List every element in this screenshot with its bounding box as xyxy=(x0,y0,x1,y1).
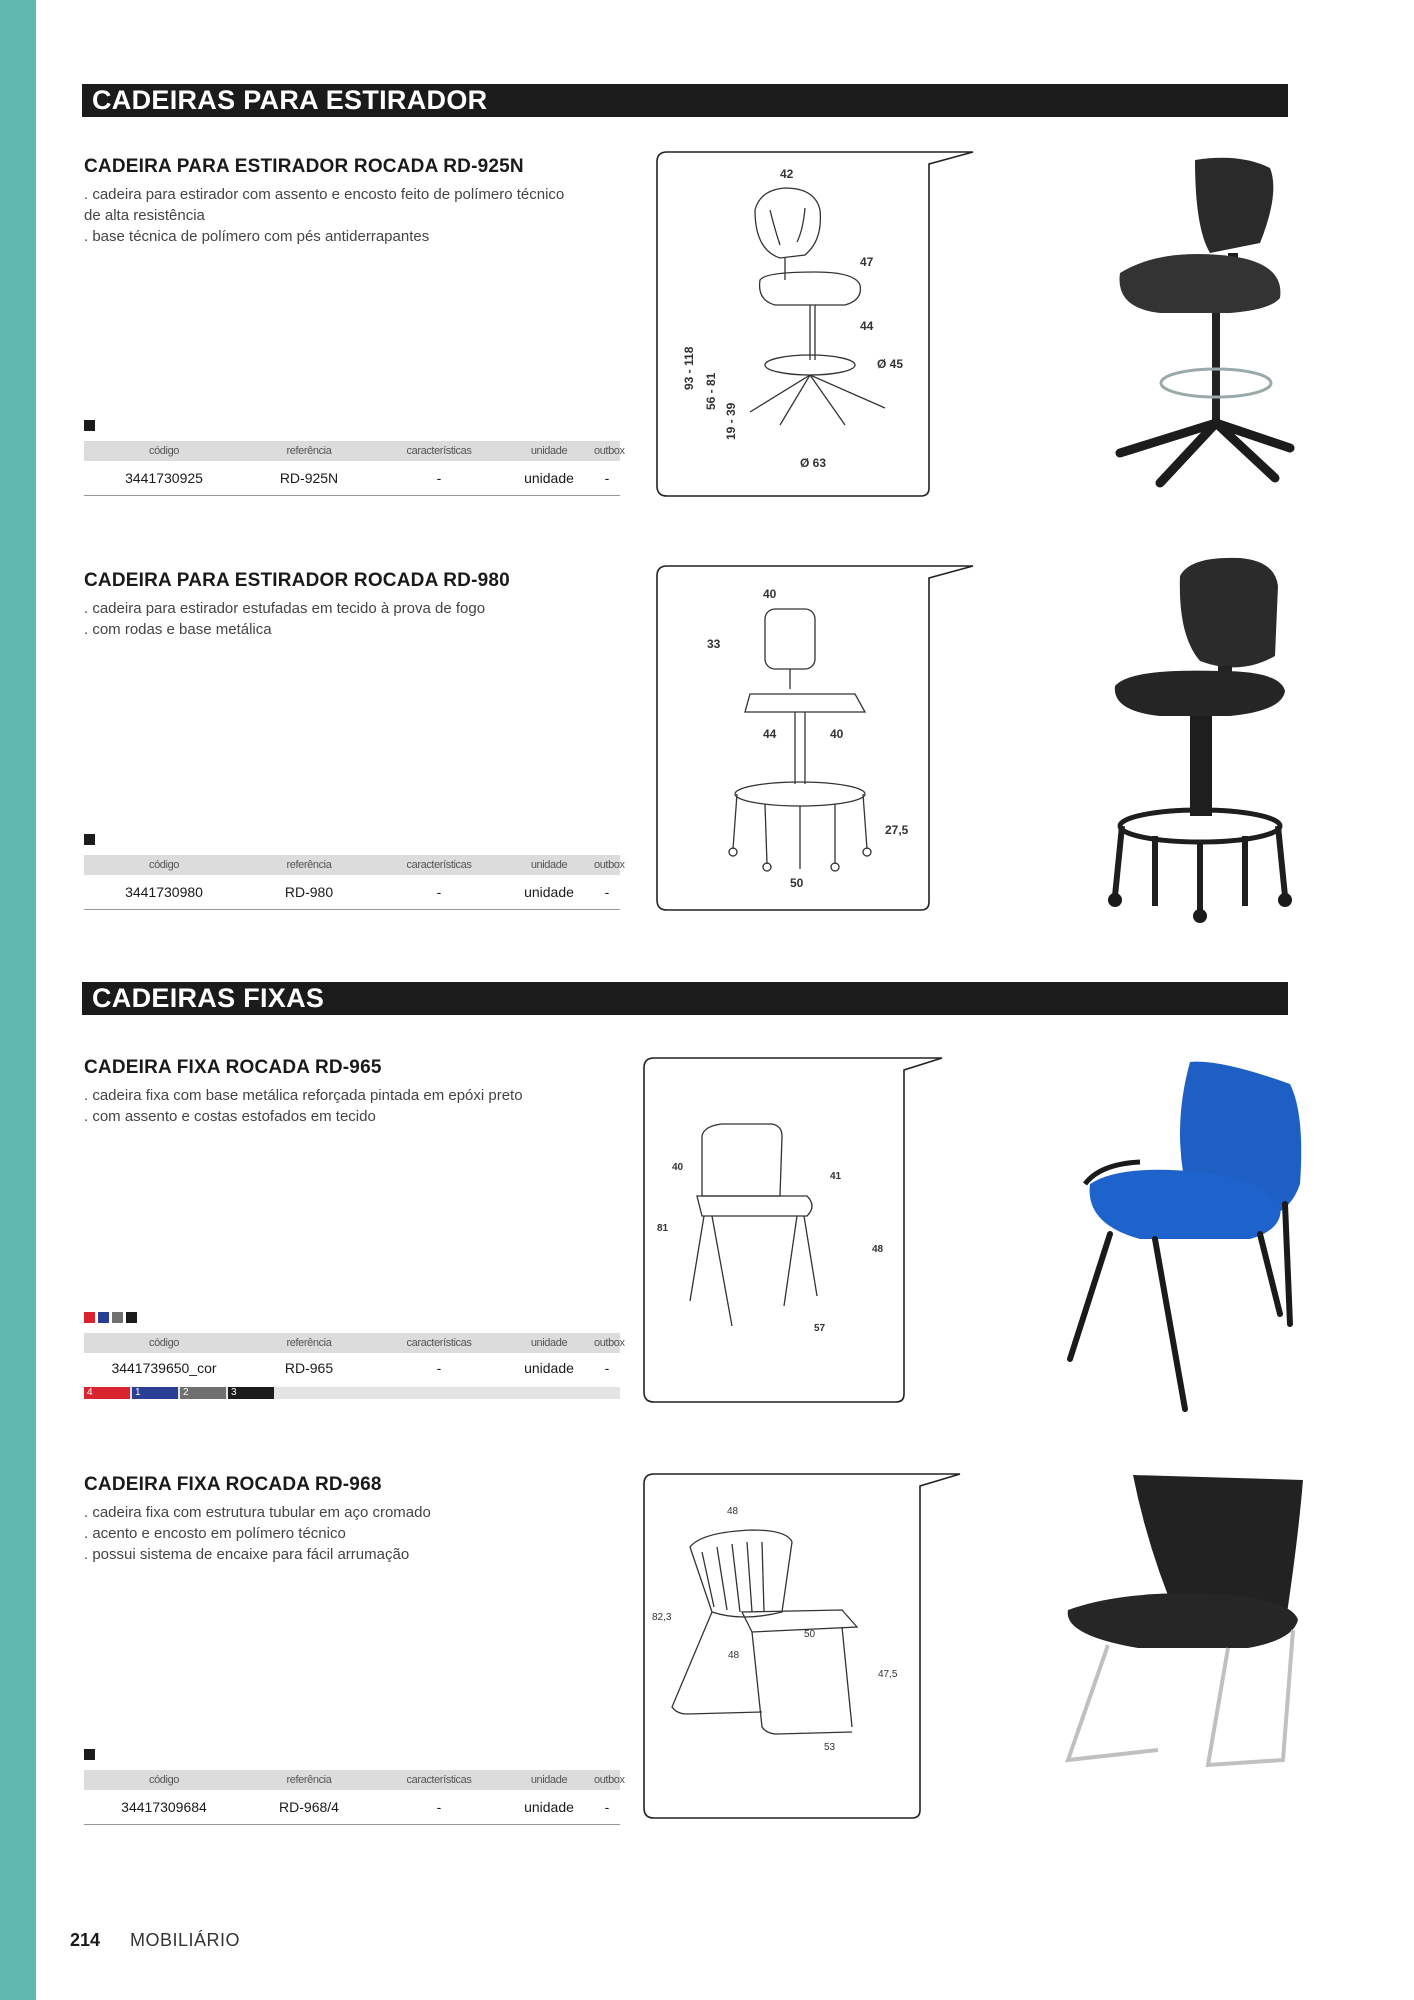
dim-label: 42 xyxy=(780,167,794,181)
product-title: CADEIRA PARA ESTIRADOR ROCADA RD-980 xyxy=(84,570,510,591)
spec-table xyxy=(84,441,625,496)
spec-table xyxy=(84,1770,625,1825)
dim-label: 33 xyxy=(707,637,721,651)
product-rd-968 xyxy=(84,1474,624,1565)
color-swatch-blue xyxy=(98,1312,109,1323)
dim-label: 56 - 81 xyxy=(704,372,718,410)
product-title: CADEIRA FIXA ROCADA RD-968 xyxy=(84,1474,382,1495)
product-rd-980 xyxy=(84,570,624,640)
color-code-black: 3 xyxy=(228,1387,274,1399)
color-code-blue: 1 xyxy=(132,1387,178,1399)
dim-label: Ø 45 xyxy=(877,357,904,371)
table-row: 3441730925 RD-925N - unidade - xyxy=(84,461,620,496)
color-swatch-grey xyxy=(112,1312,123,1323)
table-row: 34417309684 RD-968/4 - unidade - xyxy=(84,1790,620,1825)
color-options xyxy=(84,1312,137,1323)
dim-label: Ø 63 xyxy=(800,456,827,470)
dim-label: 50 xyxy=(804,1629,816,1640)
page-number: 214 xyxy=(70,1930,101,1950)
table-row: 3441739650_cor RD-965 - unidade - xyxy=(111,1360,610,1376)
spec-header: código referência características unidade outbox xyxy=(84,1333,620,1353)
dim-label: 41 xyxy=(830,1171,842,1182)
chair-photo-rd-965 xyxy=(1060,1054,1310,1414)
section-title-fixas: CADEIRAS FIXAS xyxy=(82,982,1288,1015)
product-description: . cadeira fixa com base metálica reforçada pintada em epóxi preto . com assento e costas estofados em tecido xyxy=(84,1087,523,1125)
spec-header: código referência características unidade outbox xyxy=(84,855,620,875)
dim-label: 48 xyxy=(727,1506,739,1517)
dim-label: 47,5 xyxy=(878,1669,898,1680)
product-title: CADEIRA PARA ESTIRADOR ROCADA RD-925N xyxy=(84,156,524,177)
color-code-red: 4 xyxy=(84,1387,130,1399)
dim-label: 44 xyxy=(763,727,777,741)
color-square xyxy=(84,1749,95,1760)
dim-label: 93 - 118 xyxy=(682,346,696,390)
dim-label: 47 xyxy=(860,255,874,269)
spec-header: código referência características unidade outbox xyxy=(84,1770,620,1790)
dim-label: 48 xyxy=(872,1244,884,1255)
table-row: 3441730980 RD-980 - unidade - xyxy=(84,875,620,910)
dim-label: 48 xyxy=(728,1650,740,1661)
technical-diagram-rd-965 xyxy=(642,1056,952,1406)
dim-label: 40 xyxy=(763,587,777,601)
dim-label: 44 xyxy=(860,319,874,333)
chair-photo-rd-968 xyxy=(1058,1470,1308,1780)
dim-label: 81 xyxy=(657,1223,669,1234)
dim-label: 82,3 xyxy=(652,1612,672,1623)
color-swatch-red xyxy=(84,1312,95,1323)
spec-table xyxy=(84,1333,625,1383)
product-title: CADEIRA FIXA ROCADA RD-965 xyxy=(84,1057,382,1078)
chair-photo-rd-925n xyxy=(1100,148,1300,498)
spec-header: código referência características unidade outbox xyxy=(84,441,620,461)
dim-label: 19 - 39 xyxy=(724,402,738,440)
color-square xyxy=(84,420,95,431)
technical-diagram-rd-968 xyxy=(642,1472,964,1822)
color-swatch-black xyxy=(126,1312,137,1323)
technical-diagram-rd-980 xyxy=(655,564,975,914)
product-description: . cadeira para estirador com assento e encosto feito de polímero técnico de alta resistência . base técnica de polímero com pés antiderrapantes xyxy=(84,186,565,245)
chair-photo-rd-980 xyxy=(1100,556,1300,926)
dim-label: 57 xyxy=(814,1323,826,1334)
sidebar-stripe xyxy=(0,0,36,2000)
product-rd-925n xyxy=(84,156,624,247)
color-square xyxy=(84,834,95,845)
spec-table xyxy=(84,855,625,910)
section-label: MOBILIÁRIO xyxy=(130,1930,241,1950)
dim-label: 53 xyxy=(824,1742,836,1753)
product-description: . cadeira fixa com estrutura tubular em aço cromado . acento e encosto em polímero técnico . possui sistema de encaixe para fácil arrumação xyxy=(84,1504,431,1563)
color-code-strip xyxy=(84,1387,620,1399)
dim-label: 27,5 xyxy=(885,823,909,837)
dim-label: 50 xyxy=(790,876,804,890)
product-rd-965 xyxy=(84,1057,624,1127)
dim-label: 40 xyxy=(830,727,844,741)
section-title-estirador: CADEIRAS PARA ESTIRADOR xyxy=(82,84,1288,117)
product-description: . cadeira para estirador estufadas em tecido à prova de fogo . com rodas e base metálica xyxy=(84,600,486,638)
dim-label: 40 xyxy=(672,1162,684,1173)
technical-diagram-rd-925n xyxy=(655,150,975,500)
color-code-grey: 2 xyxy=(180,1387,226,1399)
